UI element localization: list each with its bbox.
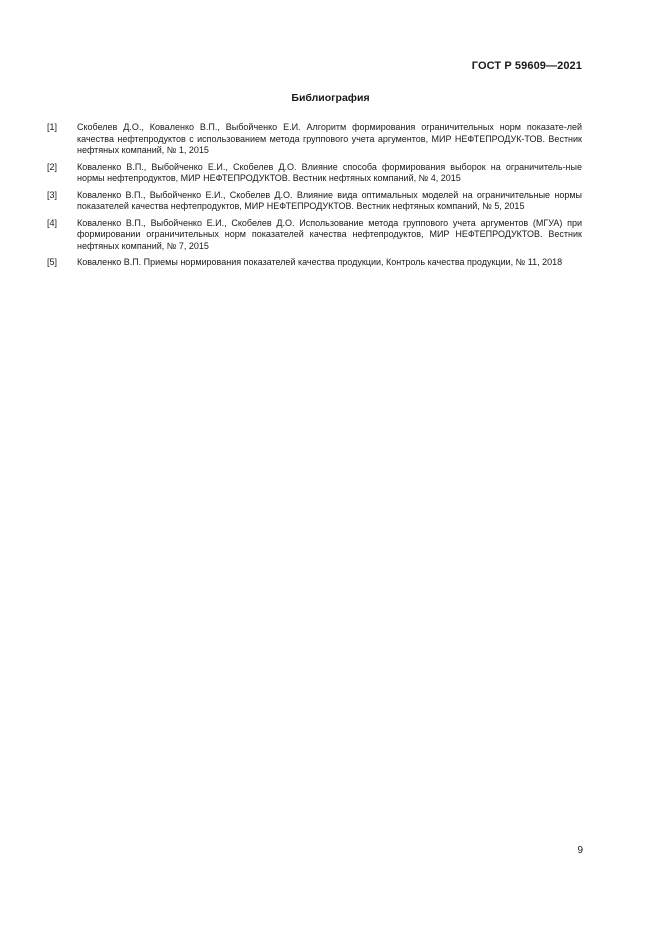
entry-text: Коваленко В.П., Выбойченко Е.И., Скобелев Д.О. Влияние способа формирования выборок на ограничитель-ные нормы нефтепродуктов, МИР НЕФТЕПРОДУКТОВ. Вестник нефтяных компаний, № 4, 2015 <box>77 161 582 183</box>
section-title: Библиография <box>291 92 370 104</box>
entry-number: [4] <box>47 217 58 228</box>
entry-number: [1] <box>47 122 58 132</box>
bibliography-entry <box>47 122 582 157</box>
entry-text: Коваленко В.П., Выбойченко Е.И., Скобелев Д.О. Влияние вида оптимальных моделей на ограничительные нормы показателей качества нефтепродуктов, МИР НЕФТЕПРОДУКТОВ. Вестник нефтяных компаний, № 5, 2015 <box>77 189 582 211</box>
bibliography-list <box>47 122 582 274</box>
bibliography-entry <box>47 190 582 213</box>
bibliography-entry <box>47 257 582 269</box>
bibliography-entry <box>47 218 582 253</box>
entry-number: [2] <box>47 161 58 172</box>
entry-number: [3] <box>47 189 58 200</box>
document-id: ГОСТ Р 59609—2021 <box>471 60 582 72</box>
bibliography-entry <box>47 162 582 185</box>
page-number: 9 <box>577 845 583 856</box>
entry-text: Скобелев Д.О., Коваленко В.П., Выбойченко Е.И. Алгоритм формирования ограничительных норм показате-лей качества нефтепродуктов с использованием метода группового учета аргументов, МИР НЕФТЕПРОДУК-ТОВ. Вестник нефтяных компаний, № 1, 2015 <box>77 122 582 155</box>
entry-text: Коваленко В.П., Выбойченко Е.И., Скобелев Д.О. Использование метода группового учета аргументов (МГУА) при формировании ограничительных норм показателей качества нефтепродуктов, МИР НЕФТЕПРОДУКТОВ. Вестник нефтяных компаний, № 7, 2015 <box>77 217 582 251</box>
entry-number: [5] <box>47 257 58 267</box>
entry-text: Коваленко В.П. Приемы нормирования показателей качества продукции, Контроль качества продукции, № 11, 2018 <box>77 257 563 267</box>
